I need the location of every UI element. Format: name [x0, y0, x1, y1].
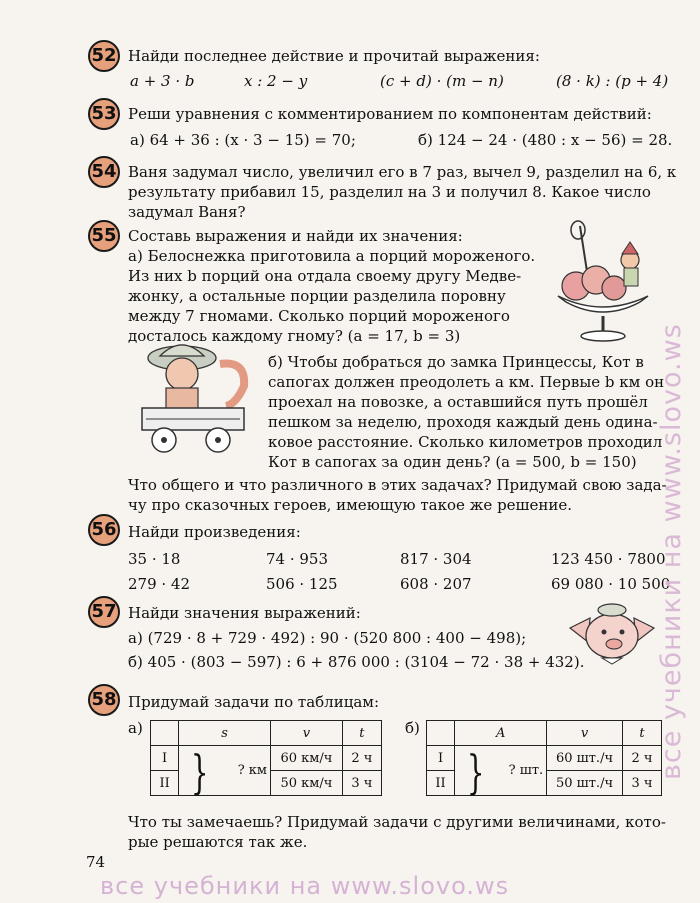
task-55-b-line1: б) Чтобы добраться до замка Принцессы, Кот в: [268, 353, 644, 371]
task-54-line1: Ваня задумал число, увеличил его в 7 раз, вычел 9, разделил на 6, к: [128, 163, 677, 181]
table-a-merged-cell: [179, 745, 271, 799]
task-55-a-line4: между 7 гномами. Сколько порций мороженого: [128, 307, 510, 325]
ice-cream-illustration: [548, 218, 658, 348]
product-56-r2-3: 608 · 207: [400, 575, 472, 593]
table-b-merged-cell: [455, 745, 547, 799]
task-58-text: Придумай задачи по таблицам:: [128, 693, 380, 711]
task-58-closing-line2: рые решаются так же.: [128, 833, 308, 851]
expr-52-3: (c + d) · (m − n): [380, 72, 504, 90]
table-a-brace: }: [191, 745, 209, 799]
product-56-r1-2: 74 · 953: [266, 550, 329, 568]
task-54-line2: результату прибавил 15, разделил на 3 и получил 8. Какое число: [128, 183, 651, 201]
table-a-t2: 3 ч: [342, 771, 381, 796]
watermark-vertical: все учебники на www.slovo.ws: [656, 323, 687, 780]
task-number-52: 52: [88, 40, 120, 72]
task-55-a-line3: жонку, a остальные порции разделила поровну: [128, 287, 506, 305]
task-number-56: 56: [88, 514, 120, 546]
task-55-c-line1: Что общего и что различного в этих задачах? Придумай свою зада-: [128, 476, 667, 494]
product-56-r2-1: 279 · 42: [128, 575, 191, 593]
puss-in-boots-illustration: [136, 334, 264, 460]
task-number-57: 57: [88, 596, 120, 628]
task-55-b-line5: ковое расстояние. Сколько километров проходил: [268, 433, 663, 451]
table-a-unknown: ? км: [237, 763, 268, 778]
task-55-b-line3: проехал на повозке, а оставшийся путь прошёл: [268, 393, 648, 411]
task-57-text: Найди значения выражений:: [128, 604, 361, 622]
table-b-row-1: I: [427, 746, 455, 771]
table-a-header-t: t: [342, 721, 381, 746]
pig-illustration: [568, 598, 656, 670]
product-56-r2-4: 69 080 · 10 500: [551, 575, 671, 593]
table-a: [150, 720, 382, 799]
table-a-t1: 2 ч: [342, 746, 381, 771]
eq-53-b: б) 124 − 24 · (480 : x − 56) = 28.: [418, 131, 673, 149]
table-b-header-a: A: [455, 721, 547, 746]
task-55-a-line2: Из них b порций она отдала своему другу Медве-: [128, 267, 522, 285]
task-55-a-line5: досталось каждому гному? (a = 17, b = 3): [128, 327, 461, 345]
expr-57-b: б) 405 · (803 − 597) : 6 + 876 000 : (3104 − 72 · 38 + 432).: [128, 653, 585, 671]
product-56-r1-4: 123 450 · 7800: [551, 550, 666, 568]
table-a-row-1: I: [151, 746, 179, 771]
product-56-r2-2: 506 · 125: [266, 575, 338, 593]
task-55-intro: Составь выражения и найди их значения:: [128, 227, 463, 245]
task-55-c-line2: чу про сказочных героев, имеющую такое же решение.: [128, 496, 573, 514]
task-56-text: Найди произведения:: [128, 523, 301, 541]
table-b-t2: 3 ч: [622, 771, 661, 796]
task-52-text: Найди последнее действие и прочитай выражения:: [128, 47, 540, 65]
table-b-brace: }: [466, 745, 485, 799]
expr-57-a: а) (729 · 8 + 729 · 492) : 90 · (520 800 : 400 − 498);: [128, 629, 527, 647]
task-53-text: Реши уравнения с комментированием по компонентам действий:: [128, 105, 652, 123]
task-number-54: 54: [88, 156, 120, 188]
page-number: 74: [86, 853, 106, 871]
table-b-header-t: t: [622, 721, 661, 746]
task-54-line3: задумал Ваня?: [128, 203, 246, 221]
table-b-v2: 50 шт./ч: [547, 771, 623, 796]
product-56-r1-3: 817 · 304: [400, 550, 472, 568]
expr-52-4: (8 · k) : (p + 4): [556, 72, 669, 90]
watermark-bottom: все учебники на www.slovo.ws: [100, 872, 510, 900]
table-a-v1: 60 км/ч: [271, 746, 343, 771]
task-number-58: 58: [88, 684, 120, 716]
task-number-55: 55: [88, 220, 120, 252]
task-55-b-line2: сапогах должен преодолеть a км. Первые b км он: [268, 373, 665, 391]
eq-53-a: а) 64 + 36 : (x · 3 − 15) = 70;: [130, 131, 356, 149]
task-55-a-line1: а) Белоснежка приготовила a порций мороженого.: [128, 247, 536, 265]
table-b-v1: 60 шт./ч: [547, 746, 623, 771]
table-a-header-s: s: [179, 721, 271, 746]
table-a-row-2: II: [151, 771, 179, 796]
task-number-53: 53: [88, 98, 120, 130]
table-b-unknown: ? шт.: [508, 763, 544, 778]
table-b-label: б): [405, 719, 420, 737]
task-58-closing-line1: Что ты замечаешь? Придумай задачи с другими величинами, кото-: [128, 813, 666, 831]
expr-52-2: x : 2 − y: [244, 72, 308, 90]
expr-52-1: a + 3 · b: [130, 72, 195, 90]
task-55-b-line6: Кот в сапогах за один день? (a = 500, b = 150): [268, 453, 637, 471]
table-b-t1: 2 ч: [622, 746, 661, 771]
table-b-header-v: v: [547, 721, 623, 746]
table-b-row-2: II: [427, 771, 455, 796]
table-b: [426, 720, 662, 799]
table-a-v2: 50 км/ч: [271, 771, 343, 796]
product-56-r1-1: 35 · 18: [128, 550, 181, 568]
table-a-header-v: v: [271, 721, 343, 746]
task-55-b-line4: пешком за неделю, проходя каждый день одина-: [268, 413, 658, 431]
table-a-label: а): [128, 719, 143, 737]
